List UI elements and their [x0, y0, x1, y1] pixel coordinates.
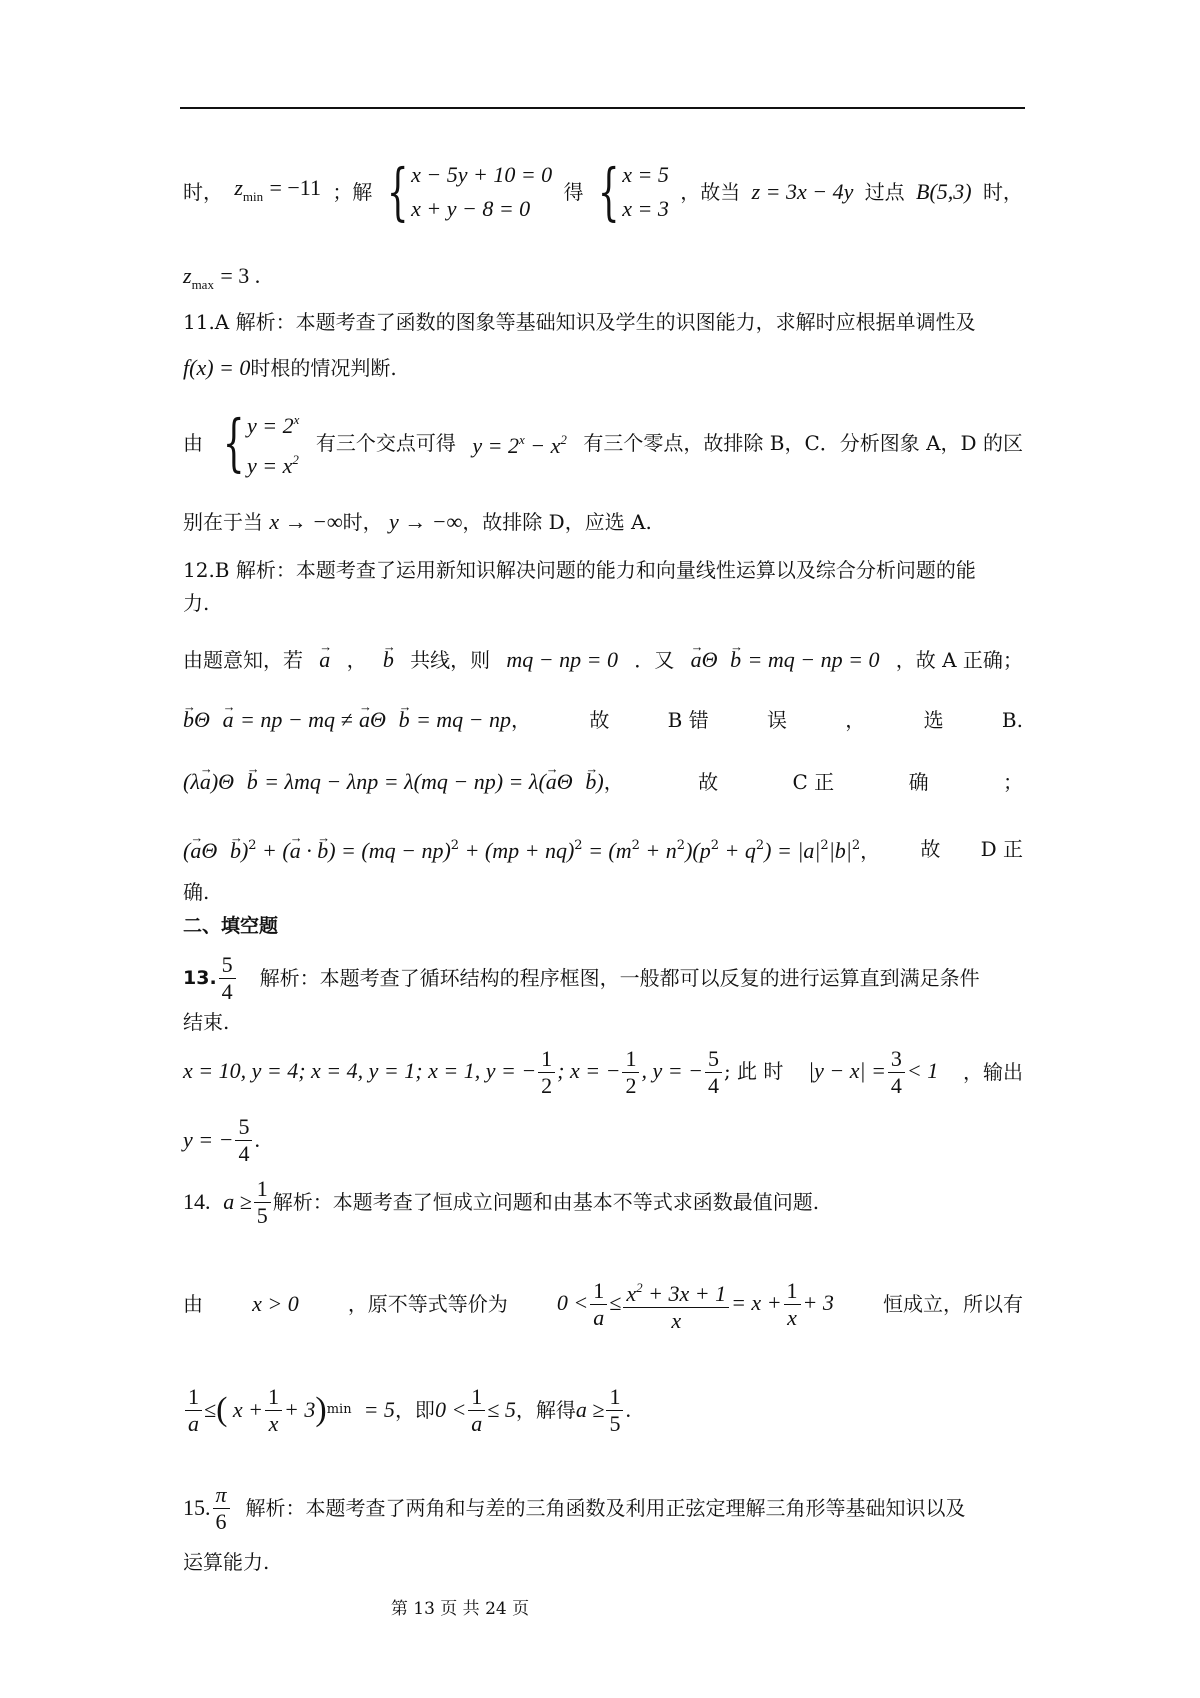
q14-line-2: 由 x > 0 ，原不等式等价为 0 < $\frac{1}{a}$ ≤ $\frac{x^2 + 3x + 1}{x}$ = x + $\frac{1}{x}$ + 3 恒成立，所以有 — [183, 1268, 1023, 1340]
q15-line-1: 15. $\frac{\pi}{6}$ 解析：本题考查了两角和与差的三角函数及利用正弦定理解三角形等基础知识以及 — [183, 1481, 966, 1534]
z-min-value: = −11 — [269, 174, 321, 200]
q12-li: 力. — [183, 591, 210, 615]
q15-line-2: 运算能力. — [183, 1550, 270, 1574]
equation-system-2: { x = 5 x = 3 — [597, 155, 669, 228]
equation-system-3: { $y = 2^x$ $y = x^2$ — [222, 406, 300, 479]
q14-line-3: $\frac{1}{a}$ ≤ ( x + $\frac{1}{x}$ + 3 ) min = 5 ，即 0 < $\frac{1}{a}$ ≤ 5 ，解得 a ≥ $\frac{1}{5}$ . — [183, 1374, 1023, 1446]
q12-line-c: (λ→ a)Θ → b = λmq − λnp = λ(mq − np) = λ(→ aΘ → b)， 故 C 正 确 ； — [183, 768, 1023, 796]
q11-line-3: 由 { $y = 2^x$ $y = x^2$ 有三个交点可得 $y = 2^x - x^2$ 有三个零点，故排除 B，C．分析图象 A，D 的区 — [183, 406, 1023, 480]
objective-function: z = 3x − 4y — [751, 179, 854, 204]
q12-line-d: (→ aΘ → b)$^2$ + (→ a · → $b) = (mq - np)^2 + (mp + nq)^2 = (m^2 + n^2)(p^2 + q^2) = |a|^2|b|^2$， 故 D 正 — [183, 832, 1023, 865]
q12-que: 确. — [183, 880, 210, 904]
q14-line-1: 14. a ≥ $\frac{1}{5}$ 解析：本题考查了恒成立问题和由基本不等式求函数最值问题. — [183, 1175, 820, 1228]
section-heading: 二、填空题 — [183, 915, 279, 937]
q12-heading: 12.B 解析：本题考查了运用新知识解决问题的能力和向量线性运算以及综合分析问题的能 — [183, 558, 976, 582]
text: 时， — [183, 180, 223, 204]
page-number: 第 13 页 共 24 页 — [390, 1599, 530, 1619]
z-max-value: = 3 . — [220, 263, 261, 288]
point-b: B(5,3) — [916, 179, 972, 204]
text: ，故当 — [680, 180, 741, 204]
text: 得 — [563, 180, 584, 204]
q13-line-2: 结束. — [183, 1010, 230, 1034]
text: ；解 — [332, 180, 373, 204]
q13-line-4: y = − $\frac{5}{4}$ . — [183, 1113, 260, 1166]
equation-system-1: { x − 5y + 10 = 0 x + y − 8 = 0 — [386, 155, 553, 228]
q13-line-3: x = 10, y = 4; x = 4, y = 1; x = 1, y = − $\frac{1}{2}$ ; x = − $\frac{1}{2}$ , y = − $\frac{5}{4}$ ; 此 时 |y − x| = $\frac{3}{4}$ < 1 ，输出 — [183, 1045, 1023, 1098]
q11-line-2: f(x) = 0时根的情况判断. — [183, 355, 397, 380]
q11-heading: 11.A 解析：本题考查了函数的图象等基础知识及学生的识图能力，求解时应根据单调性及 — [183, 310, 976, 334]
page-footer — [0, 1594, 1200, 1619]
q12-line-b: → bΘ → a = np − mq ≠ → aΘ → b = mq − np， 故 B 错 误 ， 选 B. — [183, 706, 1023, 734]
text: 过点 — [864, 180, 905, 204]
solution-line-1: 时， $z_{min} = -11$ ；解 { x − 5y + 10 = 0 x + y − 8 = 0 得 { x = 5 x = 3 ，故当 z = 3x − 4y 过点 B(5,3) 时， — [183, 155, 1023, 228]
q13-line-1: 13. $\frac{5}{4}$ 解析：本题考查了循环结构的程序框图，一般都可以反复的进行运算直到满足条件 — [183, 951, 980, 1004]
solution-line-2: $z_{max} = 3$ . — [183, 263, 261, 292]
q11-line-4: 别在于当 x → −∞时， y → −∞，故排除 D，应选 A. — [183, 509, 652, 534]
header-rule — [180, 107, 1025, 109]
q12-line-a: 由题意知，若 → a ， → b 共线，则 mq − np = 0 ．又 → aΘ → b = mq − np = 0 ，故 A 正确； — [183, 646, 1023, 674]
text: 时， — [982, 180, 1023, 204]
